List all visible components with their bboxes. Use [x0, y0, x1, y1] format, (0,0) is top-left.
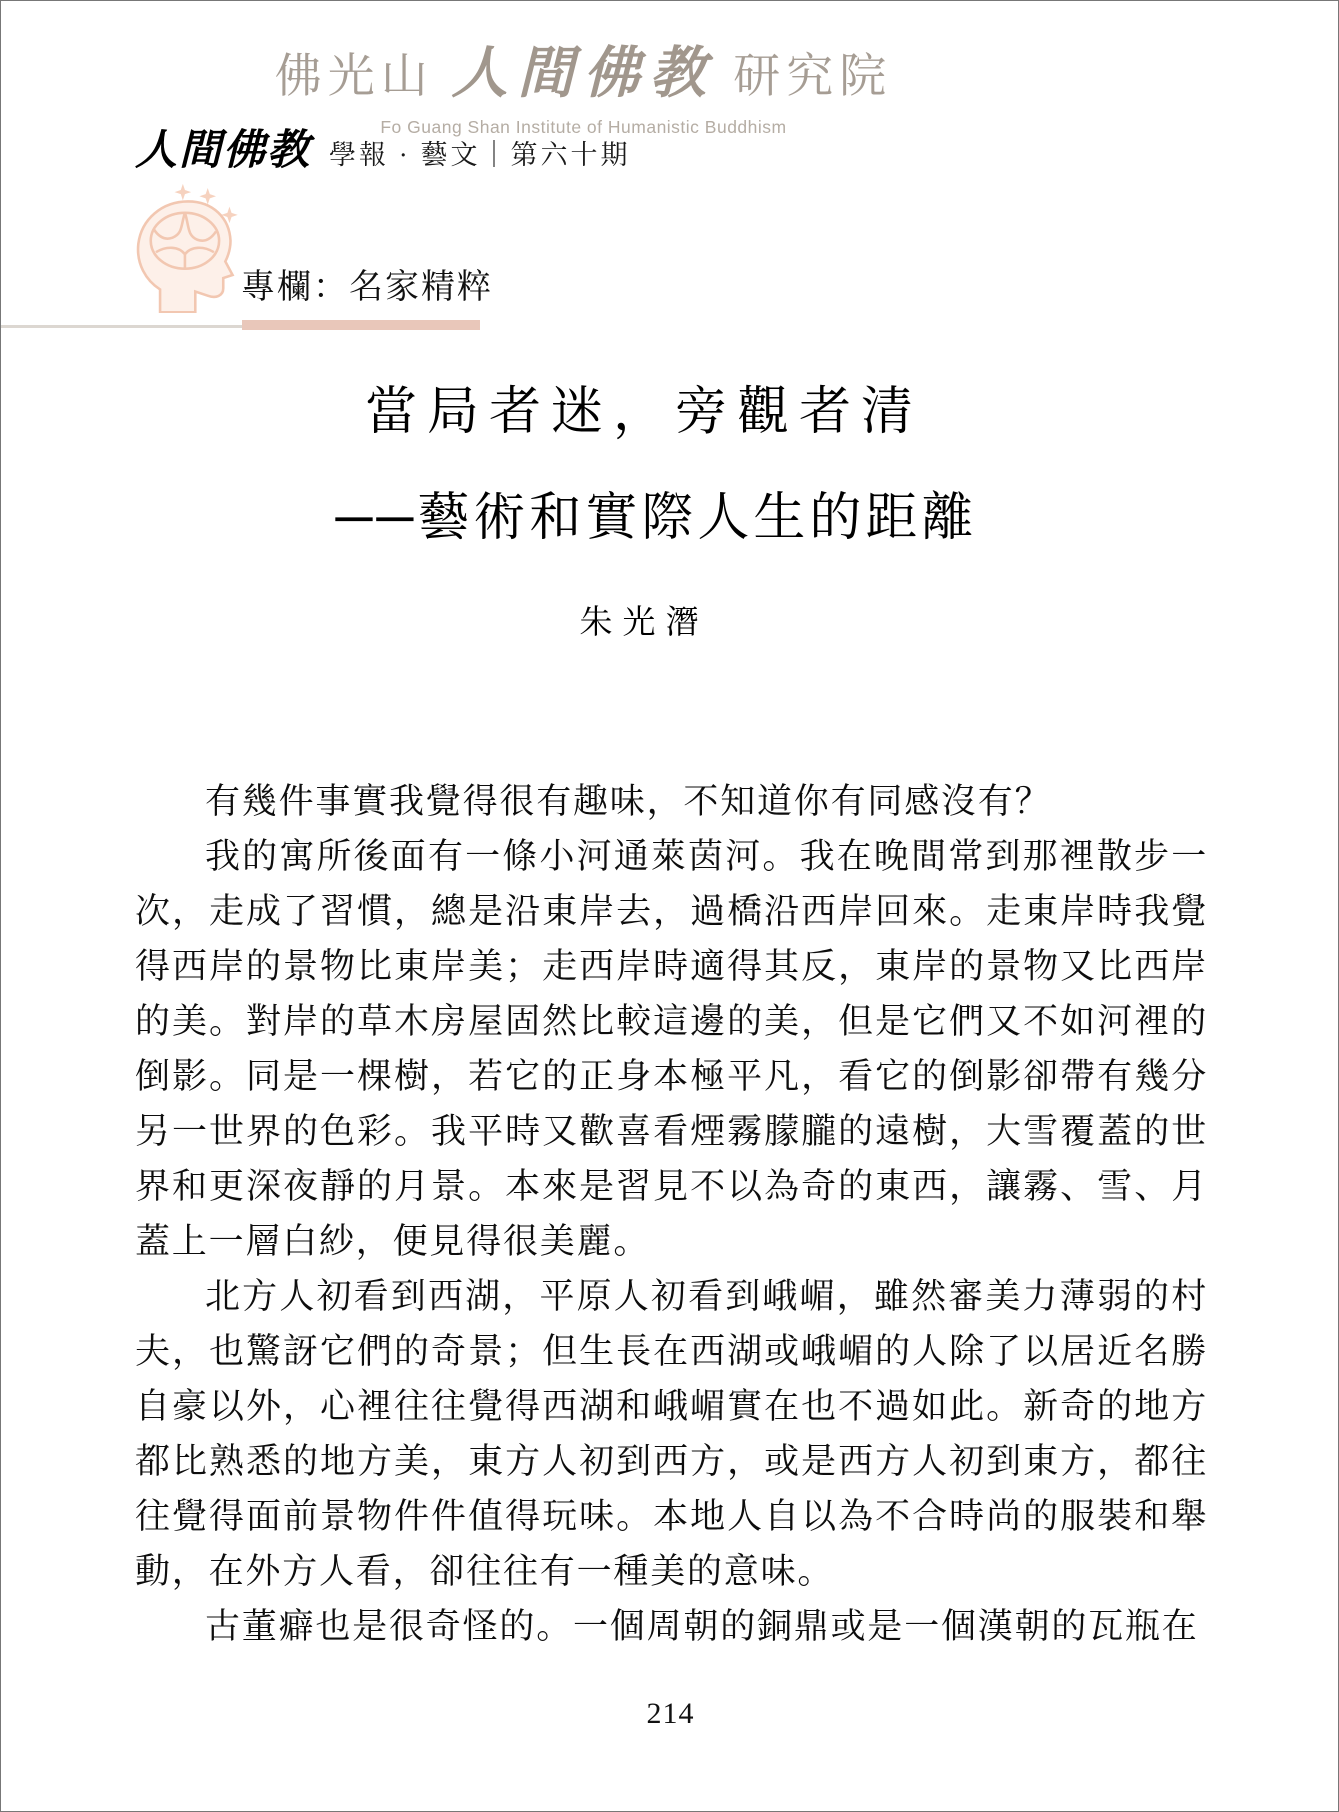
logo-text-foguangshan: 佛光山: [274, 51, 434, 103]
column-underline-bar: [242, 320, 480, 330]
article-subtitle: ──藝術和實際人生的距離: [335, 490, 978, 547]
journal-brand-calligraphy: 人間佛教: [135, 128, 312, 174]
journal-issue-info: 學報 · 藝文｜第六十期: [329, 140, 631, 170]
paragraph: 我的寓所後面有一條小河通萊茵河。我在晚間常到那裡散步一次，走成了習慣，總是沿東岸去，過橋沿西岸回來。走東岸時我覺得西岸的景物比東岸美；走西岸時適得其反，東岸的景物又比西岸的美。對岸的草木房屋固然比較這邊的美，但是它們又不如河裡的倒影。同是一棵樹，若它的正身本極平凡，看它的倒影卻帶有幾分另一世界的色彩。我平時又歡喜看煙霧朦朧的遠樹，大雪覆蓋的世界和更深夜靜的月景。本來是習見不以為奇的東西，讓霧、雪、月蓋上一層白紗，便見得很美麗。: [135, 837, 1208, 1261]
column-label: 專欄：名家精粹: [241, 269, 493, 306]
star-icon: [175, 184, 192, 201]
article-author: 朱光潛: [579, 605, 709, 641]
institute-logo-chinese: [251, 29, 916, 109]
institute-name-english: Fo Guang Shan Institute of Humanistic Buddhism: [380, 117, 787, 137]
header-rule-line: [1, 325, 242, 328]
article-title: 當局者迷，旁觀者清: [364, 384, 923, 441]
paragraph: 有幾件事實我覺得很有趣味，不知道你有同感沒有？: [205, 782, 1052, 821]
article-body: [135, 774, 1208, 1654]
paragraph: 北方人初看到西湖，平原人初看到峨嵋，雖然審美力薄弱的村夫，也驚訝它們的奇景；但生長在西湖或峨嵋的人除了以居近名勝自豪以外，心裡往往覺得西湖和峨嵋實在也不過如此。新奇的地方都比熟悉的地方美，東方人初到西方，或是西方人初到東方，都往往覺得面前景物件件值得玩味。本地人自以為不合時尚的服裝和舉動，在外方人看，卻往往有一種美的意味。: [135, 1277, 1208, 1591]
journal-issue-line: [135, 117, 631, 177]
page-number: 214: [646, 1697, 695, 1730]
brain-head-stars-icon: [129, 181, 245, 313]
logo-text-humanistic-buddhism: 人間佛教: [451, 43, 716, 105]
paragraph: 古董癖也是很奇怪的。一個周朝的銅鼎或是一個漢朝的瓦瓶在: [205, 1607, 1199, 1646]
logo-text-institute: 研究院: [733, 51, 893, 103]
